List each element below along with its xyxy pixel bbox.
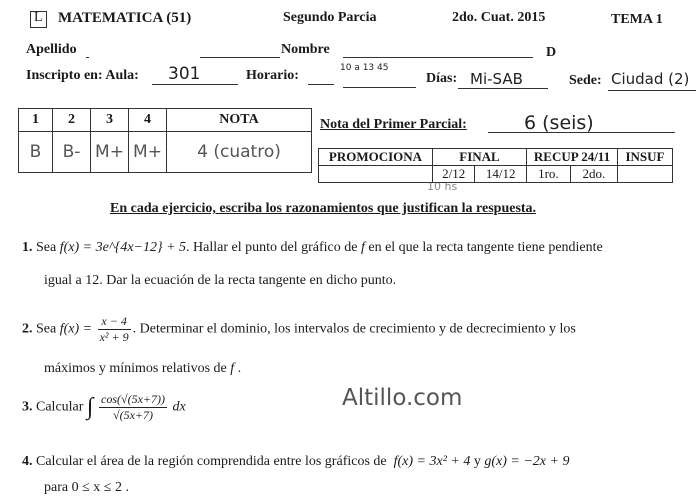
exam-period: 2do. Cuat. 2015	[452, 10, 546, 25]
sede-value: Ciudad (2)	[611, 70, 690, 88]
question-1-number: 1.	[22, 240, 33, 255]
tema-label: TEMA 1	[611, 12, 663, 27]
question-4-g-expr: g(x) = −2x + 9	[484, 454, 570, 469]
question-2-fvar: f	[230, 361, 235, 376]
question-1-fvar: f	[360, 240, 365, 255]
question-1-formula: f(x) = 3e^{4x−12} + 5	[59, 240, 187, 255]
exam-name: Segundo Parcia	[283, 10, 377, 25]
grade-header-2: 2	[53, 109, 91, 132]
status-cell-recup-2: 2do.	[570, 166, 617, 183]
inscripto-label: Inscripto en: Aula:	[26, 68, 139, 83]
horario-line-1	[308, 84, 334, 85]
nombre-line	[343, 57, 533, 58]
apellido-line-2	[200, 57, 280, 58]
handwritten-note: 10 hs	[427, 180, 458, 193]
question-2-lhs: f(x) =	[59, 321, 93, 337]
aula-value: 301	[168, 64, 201, 84]
grade-value-4: M+	[129, 132, 167, 173]
question-1-text2: en el que la recta tangente tiene pendiente	[368, 240, 603, 255]
status-header-insuf: INSUF	[618, 149, 673, 166]
status-header-final: FINAL	[433, 149, 527, 166]
dias-label: Días:	[426, 71, 458, 86]
integral-sign: ∫	[86, 394, 94, 420]
question-4-line2: para 0 ≤ x ≤ 2 .	[44, 480, 129, 495]
question-1-line2: igual a 12. Dar la ecuación de la recta tangente en dicho punto.	[44, 273, 397, 288]
status-cell-final-2: 14/12	[475, 166, 527, 183]
grade-header-nota: NOTA	[167, 109, 312, 132]
aula-line	[152, 84, 238, 85]
status-cell-insuf	[618, 166, 673, 183]
sede-line	[608, 90, 696, 91]
status-cell-recup-1: 1ro.	[527, 166, 571, 183]
primer-parcial-line	[488, 132, 675, 133]
question-2-pre: Sea	[36, 321, 57, 337]
status-header-recup: RECUP 24/11	[527, 149, 618, 166]
question-3-number: 3.	[22, 399, 33, 415]
question-4-conj: y	[473, 454, 481, 469]
grade-value-2: B-	[53, 132, 91, 173]
primer-parcial-value: 6 (seis)	[524, 112, 594, 134]
question-4-number: 4.	[22, 454, 33, 469]
grades-table	[18, 108, 312, 173]
question-2-text1: . Determinar el dominio, los intervalos de crecimiento y de decrecimiento y los	[132, 321, 576, 337]
sede-label: Sede:	[569, 73, 602, 88]
question-2-number: 2.	[22, 321, 33, 337]
question-4	[22, 454, 569, 470]
question-2-end: .	[237, 361, 242, 376]
grade-value-nota: 4 (cuatro)	[167, 132, 312, 173]
dias-line	[458, 88, 548, 89]
question-2-frac-num: x − 4	[98, 314, 131, 330]
dias-value: Mi-SAB	[470, 70, 523, 88]
question-1-pre: Sea	[36, 240, 57, 255]
question-3-frac-num: cos(√(5x+7))	[101, 392, 165, 406]
question-3-dx: dx	[172, 399, 186, 415]
dni-label: D	[546, 45, 557, 60]
apellido-label: Apellido	[26, 42, 77, 57]
question-2-frac-den: x² + 9	[99, 330, 129, 344]
watermark-text: Altillo.com	[342, 385, 463, 411]
grade-header-4: 4	[129, 109, 167, 132]
question-2-line2-wrap	[44, 361, 241, 377]
grade-value-1: B	[19, 132, 53, 173]
status-cell-promociona	[319, 166, 433, 183]
question-2-line2: máximos y mínimos relativos de	[44, 361, 227, 376]
tema-box-letter: L	[34, 10, 43, 25]
question-2-fraction	[98, 314, 131, 345]
question-4-f-expr: f(x) = 3x² + 4	[393, 454, 471, 469]
question-4-text1: Calcular el área de la región comprendida entre los gráficos de	[36, 454, 387, 469]
status-cell-final-1: 2/12	[433, 166, 475, 183]
question-2	[22, 314, 576, 345]
instruction-text: En cada ejercicio, escriba los razonamientos que justifican la respuesta.	[110, 201, 537, 216]
question-1	[22, 240, 603, 256]
question-3-pre: Calcular	[36, 399, 84, 415]
question-1-text1: . Hallar el punto del gráfico de	[186, 240, 358, 255]
status-header-promociona: PROMOCIONA	[319, 149, 433, 166]
apellido-line	[86, 57, 89, 58]
grade-header-1: 1	[19, 109, 53, 132]
question-3	[22, 392, 186, 423]
status-table	[318, 148, 673, 183]
horario-value: 10 a 13 45	[340, 63, 389, 73]
horario-label: Horario:	[246, 68, 299, 83]
nombre-label: Nombre	[281, 42, 330, 57]
question-3-frac-den: √(5x+7)	[112, 408, 153, 422]
horario-line-2	[343, 87, 416, 88]
question-3-fraction	[99, 392, 167, 423]
grade-header-3: 3	[91, 109, 129, 132]
grade-value-3: M+	[91, 132, 129, 173]
primer-parcial-label: Nota del Primer Parcial:	[320, 117, 467, 132]
subject-title: MATEMATICA (51)	[58, 10, 192, 26]
